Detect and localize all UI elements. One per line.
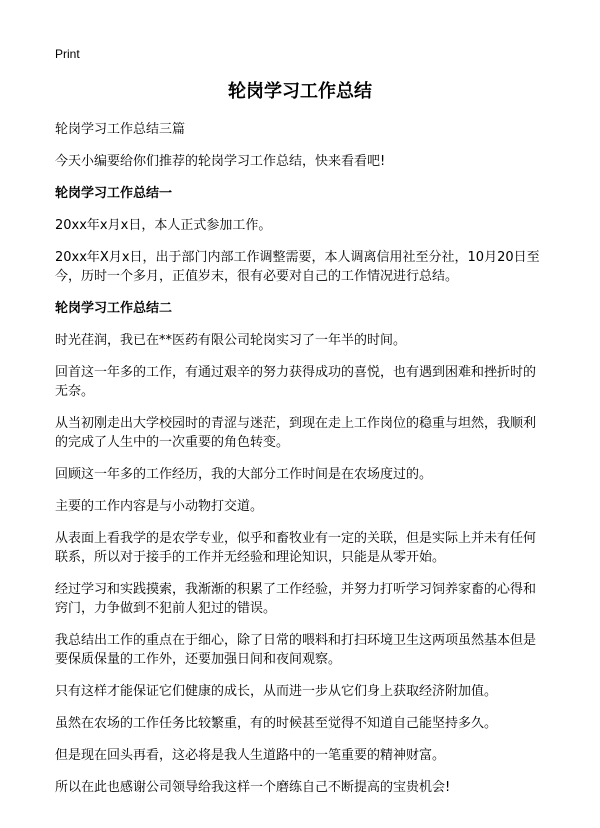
paragraph: 回首这一年多的工作，有通过艰辛的努力获得成功的喜悦，也有遇到困难和挫折时的无奈。 — [55, 365, 537, 399]
paragraph: 所以在此也感谢公司领导给我这样一个磨练自己不断提高的宝贵机会! — [55, 780, 451, 795]
paragraph: 虽然在农场的工作任务比较繁重，有的时候甚至觉得不知道自己能坚持多久。 — [55, 716, 498, 731]
paragraph: 从当初刚走出大学校园时的青涩与迷茫，到现在走上工作岗位的稳重与坦然，我顺利的完成了人生中的一次重要的角色转变。 — [55, 416, 537, 450]
paragraph: 今天小编要给你们推荐的轮岗学习工作总结，快来看看吧! — [55, 154, 386, 169]
paragraph: 只有这样才能保证它们健康的成长，从而进一步从它们身上获取经济附加值。 — [55, 684, 498, 699]
document-title: 轮岗学习工作总结 — [228, 81, 372, 102]
paragraph: 经过学习和实践摸索，我渐渐的积累了工作经验，并努力打听学习饲养家畜的心得和窍门，力争做到不犯前人犯过的错误。 — [55, 582, 537, 616]
section-heading: 轮岗学习工作总结一 — [55, 186, 173, 201]
paragraph: 时光荏润，我已在**医药有限公司轮岗实习了一年半的时间。 — [55, 333, 407, 348]
paragraph: 从表面上看我学的是农学专业，似乎和畜牧业有一定的关联，但是实际上并未有任何联系，所以对于接手的工作并无经验和理论知识，只能是从零开始。 — [55, 531, 537, 565]
document-body — [55, 120, 545, 810]
paragraph: 20xx年x月x日，本人正式参加工作。 — [55, 218, 272, 233]
paragraph: 轮岗学习工作总结三篇 — [55, 122, 186, 137]
paragraph: 20xx年X月x日，出于部门内部工作调整需要，本人调离信用社至分社，10月20日至今，历时一个多月，正值岁末，很有必要对自己的工作情况进行总结。 — [55, 250, 540, 284]
section-heading: 轮岗学习工作总结二 — [55, 301, 173, 316]
paragraph: 我总结出工作的重点在于细心，除了日常的喂料和打扫环境卫生这两项虽然基本但是要保质保量的工作外，还要加强日间和夜间观察。 — [55, 633, 537, 667]
paragraph: 但是现在回头再看，这必将是我人生道路中的一笔重要的精神财富。 — [55, 748, 446, 763]
paragraph: 回顾这一年多的工作经历，我的大部分工作时间是在农场度过的。 — [55, 467, 433, 482]
print-label: Print — [55, 47, 80, 61]
paragraph: 主要的工作内容是与小动物打交道。 — [55, 499, 264, 514]
